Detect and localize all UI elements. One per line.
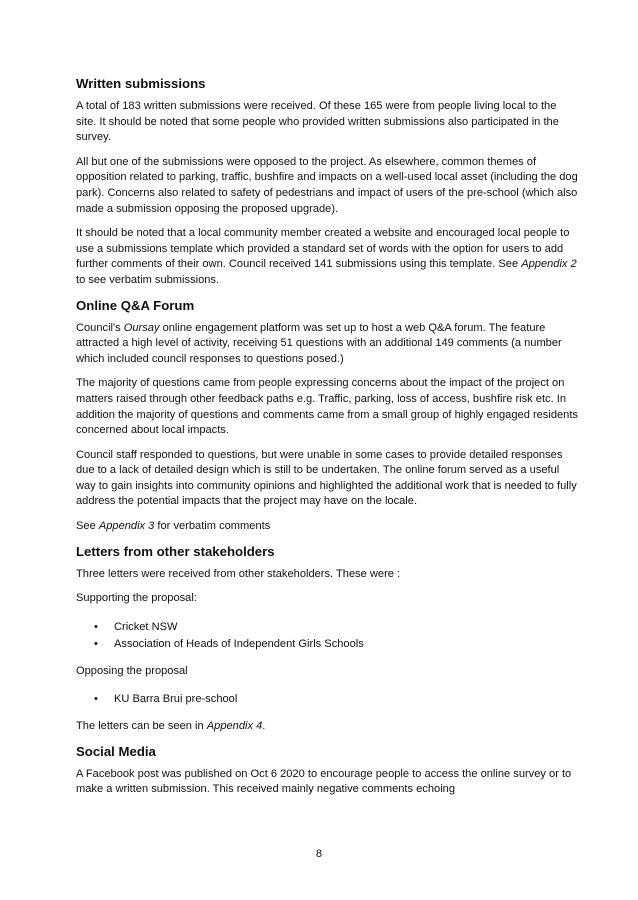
paragraph	[76, 519, 578, 535]
text-run: to see verbatim submissions.	[76, 273, 220, 286]
paragraph	[76, 321, 578, 368]
text-run: for verbatim comments	[154, 520, 271, 533]
paragraph: The majority of questions came from people expressing concerns about the impact of the project on matters raised through other feedback paths e.g. Traffic, parking, loss of access, bushfire risk etc. In addition the majority of questions and comments came from a small group of highly engaged residents concerned about local impacts.	[76, 377, 578, 437]
heading-online-forum: Online Q&A Forum	[76, 297, 195, 313]
text-run: online engagement platform was set up to host a web Q&A forum. The feature attracted a high level of activity, receiving 51 questions with an additional 149 comments (a number which included council responses to questions posed.)	[76, 321, 562, 365]
supporting-list	[76, 619, 578, 654]
paragraph	[76, 719, 578, 735]
appendix-reference: Appendix 4	[206, 719, 263, 732]
opposing-list	[76, 691, 578, 709]
bullet-icon: •	[94, 693, 98, 706]
appendix-reference: Appendix 3	[98, 520, 155, 533]
appendix-reference: Appendix 2	[521, 258, 577, 271]
list-label-opposing: Opposing the proposal	[76, 664, 188, 677]
text-run: .	[262, 719, 266, 732]
paragraph: All but one of the submissions were opposed to the project. As elsewhere, common themes of opposition related to parking, traffic, bushfire and impacts on a well-used local asset (including the dog park). Concerns also related to safety of pedestrians and impact of users of the pre-school (which also made a submission opposing the proposed upgrade).	[76, 155, 578, 215]
heading-letters: Letters from other stakeholders	[76, 543, 275, 559]
paragraph	[76, 226, 578, 288]
text-run: The letters can be seen in	[76, 719, 207, 732]
paragraph: Council staff responded to questions, but were unable in some cases to provide detailed responses due to a lack of detailed design which is still to be undertaken. The online forum served as a useful way to gain insights into community opinions and highlighted the additional work that is needed to fully address the potential impacts that the project may have on the locale.	[76, 448, 577, 508]
bullet-icon: •	[94, 620, 98, 633]
list-item-text: Cricket NSW	[114, 620, 178, 633]
text-run: See	[76, 520, 99, 533]
list-label-supporting: Supporting the proposal:	[76, 592, 197, 605]
paragraph: A Facebook post was published on Oct 6 2020 to encourage people to access the online survey or to make a written submission. This received mainly negative comments echoing	[76, 767, 572, 796]
paragraph: Three letters were received from other stakeholders. These were :	[76, 567, 401, 580]
list-item	[76, 636, 578, 654]
section-online-forum	[76, 298, 578, 535]
text-run: It should be noted that a local community member created a website and encouraged local people to use a submissions template which provided a standard set of words with the option for users to add further comments of their own. Council received 141 submissions using this template. See	[76, 227, 570, 271]
section-letters	[76, 544, 578, 735]
section-social-media	[76, 744, 578, 798]
page-number: 8	[315, 848, 323, 860]
section-written-submissions	[76, 76, 578, 289]
paragraph: A total of 183 written submissions were received. Of these 165 were from people living local to the site. It should be noted that some people who provided written submissions also participated in the survey.	[76, 100, 559, 144]
list-item-text: Association of Heads of Independent Girls Schools	[114, 638, 364, 651]
heading-written-submissions: Written submissions	[76, 76, 206, 91]
text-run: Council's	[76, 321, 124, 334]
heading-social-media: Social Media	[76, 743, 156, 759]
bullet-icon: •	[94, 638, 98, 651]
list-item	[76, 691, 578, 709]
list-item-text: KU Barra Brui pre-school	[114, 693, 238, 706]
list-item	[76, 619, 578, 637]
platform-name: Oursay	[123, 321, 160, 334]
